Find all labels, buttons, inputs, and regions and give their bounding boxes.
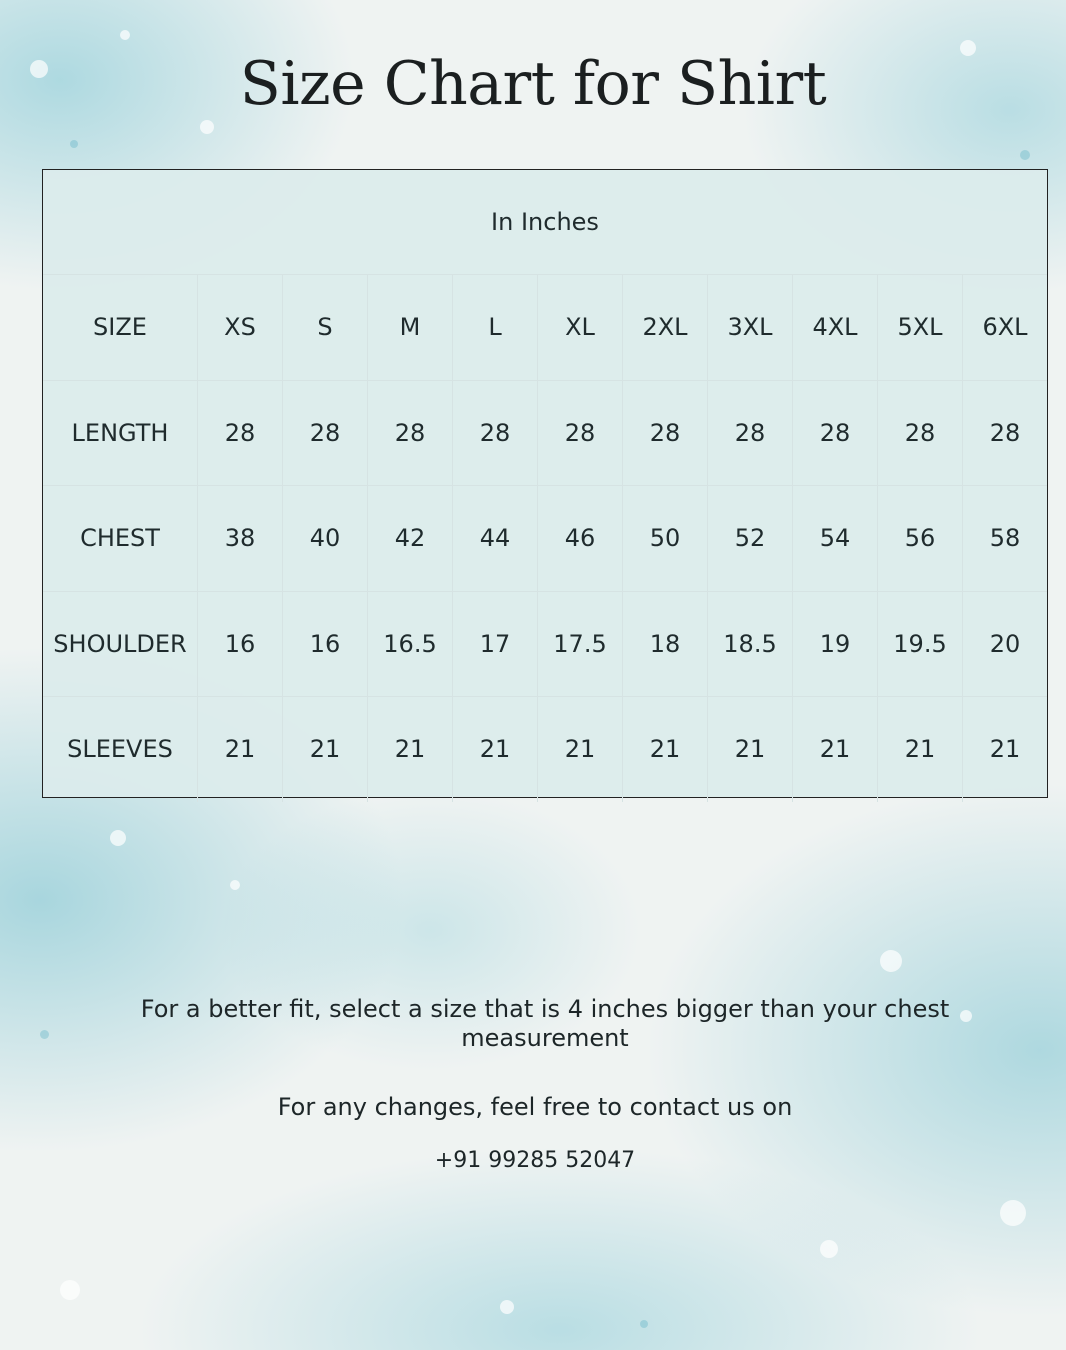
table-cell: 16 xyxy=(198,592,283,697)
table-cell: 28 xyxy=(623,381,708,486)
table-caption: In Inches xyxy=(43,170,1047,275)
table-cell: XL xyxy=(538,275,623,380)
table-cell: 28 xyxy=(708,381,793,486)
table-cell: 28 xyxy=(453,381,538,486)
table-cell: 50 xyxy=(623,486,708,591)
table-cell: 21 xyxy=(878,697,963,802)
table-cell: 16.5 xyxy=(368,592,453,697)
table-cell: M xyxy=(368,275,453,380)
size-chart-table xyxy=(42,169,1048,798)
page-title: Size Chart for Shirt xyxy=(239,49,827,119)
table-cell: S xyxy=(283,275,368,380)
table-cell: 2XL xyxy=(623,275,708,380)
table-cell: 40 xyxy=(283,486,368,591)
table-row-sleeves xyxy=(43,697,1047,802)
table-cell: 17 xyxy=(453,592,538,697)
row-label: SHOULDER xyxy=(43,592,198,697)
table-cell: 21 xyxy=(989,735,1021,764)
table-cell: 21 xyxy=(453,697,538,802)
table-cell: 6XL xyxy=(982,313,1028,342)
row-label: LENGTH xyxy=(43,381,198,486)
table-row-size xyxy=(43,275,1047,381)
table-cell: 28 xyxy=(989,418,1021,447)
table-cell: 54 xyxy=(793,486,878,591)
table-cell: 19.5 xyxy=(878,592,963,697)
table-cell: 21 xyxy=(793,697,878,802)
table-cell: 4XL xyxy=(793,275,878,380)
table-cell: 56 xyxy=(878,486,963,591)
table-cell: 58 xyxy=(989,524,1021,553)
row-label: SIZE xyxy=(43,275,198,380)
table-cell: 3XL xyxy=(708,275,793,380)
table-cell: 20 xyxy=(989,629,1021,658)
table-cell: 28 xyxy=(793,381,878,486)
table-cell: 19 xyxy=(793,592,878,697)
table-cell: 28 xyxy=(538,381,623,486)
contact-note: For any changes, feel free to contact us on xyxy=(277,1093,793,1121)
table-row-chest xyxy=(43,486,1047,592)
table-cell: 28 xyxy=(283,381,368,486)
row-label: SLEEVES xyxy=(43,697,198,802)
row-label: CHEST xyxy=(43,486,198,591)
table-cell: 16 xyxy=(283,592,368,697)
table-cell: 21 xyxy=(538,697,623,802)
table-cell: 38 xyxy=(198,486,283,591)
table-cell: 21 xyxy=(708,697,793,802)
table-cell: 28 xyxy=(198,381,283,486)
table-cell: 21 xyxy=(368,697,453,802)
table-cell: L xyxy=(453,275,538,380)
table-cell: 42 xyxy=(368,486,453,591)
table-cell: XS xyxy=(198,275,283,380)
table-cell: 52 xyxy=(708,486,793,591)
table-cell: 28 xyxy=(878,381,963,486)
table-cell: 21 xyxy=(198,697,283,802)
table-cell: 28 xyxy=(368,381,453,486)
phone-number: +91 99285 52047 xyxy=(434,1148,636,1173)
table-cell: 21 xyxy=(623,697,708,802)
table-cell: 44 xyxy=(453,486,538,591)
table-row-shoulder xyxy=(43,592,1047,698)
table-row-length xyxy=(43,381,1047,487)
fit-note: For a better fit, select a size that is 4 inches bigger than your chest measurement xyxy=(140,995,950,1052)
table-cell: 18.5 xyxy=(708,592,793,697)
table-cell: 46 xyxy=(538,486,623,591)
table-cell: 21 xyxy=(283,697,368,802)
table-cell: 5XL xyxy=(878,275,963,380)
table-cell: 17.5 xyxy=(538,592,623,697)
table-cell: 18 xyxy=(623,592,708,697)
